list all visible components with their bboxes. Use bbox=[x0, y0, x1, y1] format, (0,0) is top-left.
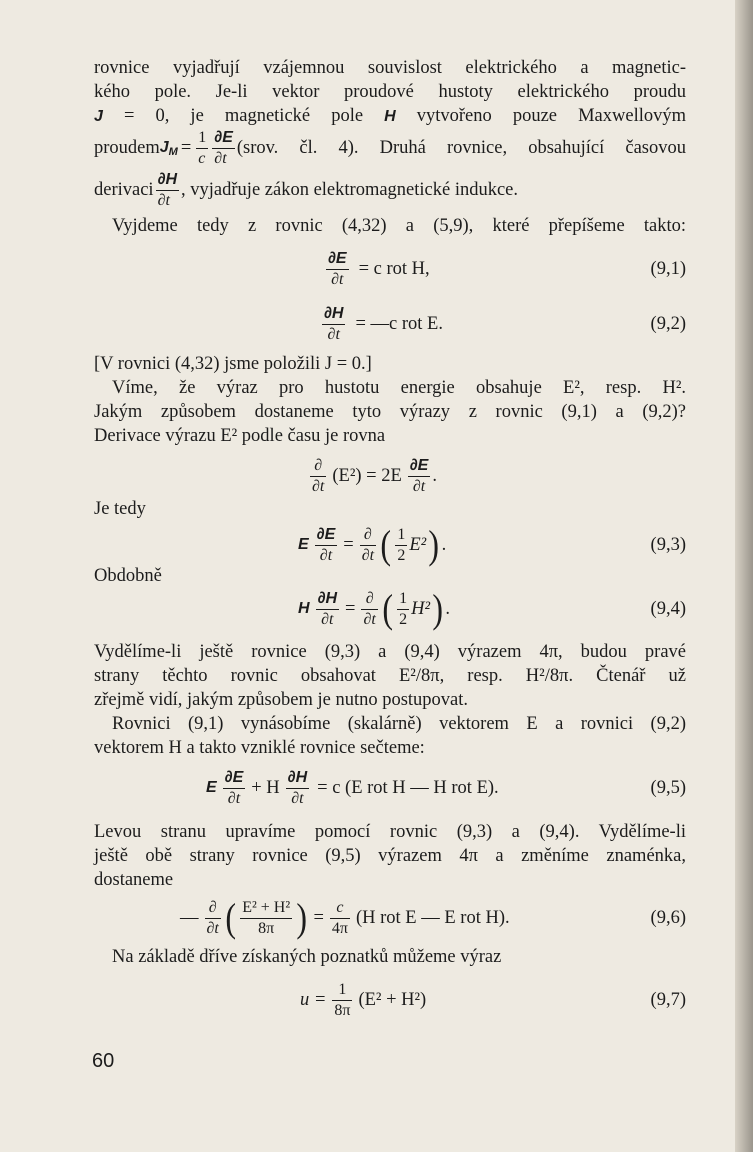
equation-rhs: = c (E rot H — H rot E). bbox=[317, 777, 499, 798]
text-span: = 0, je magnetické pole bbox=[102, 106, 385, 126]
equals-sign: = bbox=[313, 907, 324, 928]
text-line: Obdobně bbox=[94, 566, 162, 586]
equals-sign: = bbox=[345, 598, 356, 619]
text-span: derivaci bbox=[94, 180, 154, 200]
left-paren: ( bbox=[225, 895, 236, 940]
equation-rhs: = —c rot E. bbox=[355, 313, 443, 334]
e-squared: E² bbox=[409, 534, 427, 555]
fraction-de-dt: $\frac{\partial E}{\partial t}$ bbox=[224, 768, 244, 807]
text-line: Je tedy bbox=[94, 499, 146, 519]
text-line bbox=[94, 104, 686, 129]
right-paren: ) bbox=[428, 522, 440, 567]
fraction-dh-dt: $\frac{\partial H}{\partial t}$ bbox=[287, 768, 308, 807]
plus-h: + H bbox=[251, 777, 280, 798]
fraction-1-over-2: $\frac{1}{2}$ bbox=[399, 589, 408, 628]
equation-9-6 bbox=[94, 894, 686, 942]
equation-end: . bbox=[432, 465, 437, 486]
equation-9-2 bbox=[94, 300, 686, 348]
text-line: zřejmě vidí, jakým způsobem je nutno postupovat. bbox=[94, 690, 469, 710]
fraction-dh-dt: $\frac{\partial H}{\partial t}$ bbox=[157, 170, 178, 209]
symbol-e: E bbox=[298, 536, 309, 553]
equation-middle: (E²) = 2E bbox=[332, 465, 402, 486]
equation-rhs: (H rot E — E rot H). bbox=[355, 907, 510, 928]
symbol-e: E bbox=[206, 779, 217, 796]
left-paren: ( bbox=[380, 522, 392, 567]
fraction-d-dt: $\frac{\partial}{\partial t}$ bbox=[312, 456, 325, 495]
text-line: rovnice vyjadřují vzájemnou souvislost elektrického a magnetic- bbox=[94, 58, 686, 78]
fraction-d-dt: $\frac{\partial}{\partial t}$ bbox=[206, 898, 219, 937]
equation-number: (9,5) bbox=[650, 777, 686, 798]
text-line: Jakým způsobem dostaneme tyto výrazy z rovnic (9,1) a (9,2)? bbox=[94, 402, 686, 422]
right-paren: ) bbox=[296, 895, 308, 940]
text-span: (srov. čl. 4). Druhá rovnice, obsahující časovou bbox=[236, 138, 686, 158]
text-line: Vydělíme-li ještě rovnice (9,3) a (9,4) výrazem 4π, budou pravé bbox=[94, 642, 686, 662]
text-line: Víme, že výraz pro hustotu energie obsahuje E², resp. H². bbox=[112, 378, 686, 398]
equation-rhs: = c rot H, bbox=[358, 258, 430, 279]
equation-derivative-e2 bbox=[94, 452, 686, 500]
equation-9-3 bbox=[94, 521, 686, 569]
text-line: ještě obě strany rovnice (9,5) výrazem 4π a změníme znaménka, bbox=[94, 846, 686, 866]
text-line: kého pole. Je-li vektor proudové hustoty elektrického proudu bbox=[94, 82, 686, 102]
symbol-jm: $J_M$ bbox=[159, 139, 178, 158]
equation-end: . bbox=[445, 598, 451, 619]
right-paren: ) bbox=[432, 586, 444, 631]
fraction-d-dt: $\frac{\partial}{\partial t}$ bbox=[363, 589, 376, 628]
equation-9-1 bbox=[94, 245, 686, 293]
text-line: [V rovnici (4,32) jsme položili J = 0.] bbox=[94, 354, 372, 374]
text-line-derivaci bbox=[94, 170, 686, 210]
fraction-energy: $\frac{\text{E² + H²}}{8\pi}$ bbox=[242, 898, 291, 937]
symbol-j: J bbox=[94, 108, 103, 125]
equation-lhs: u = bbox=[300, 989, 327, 1010]
h-squared: H² bbox=[411, 598, 431, 619]
equation-number: (9,1) bbox=[650, 258, 686, 279]
left-paren: ( bbox=[382, 586, 393, 631]
text-line: dostaneme bbox=[94, 870, 174, 890]
fraction-dh-dt: $\frac{\partial H}{\partial t}$ bbox=[324, 304, 344, 343]
equation-number: (9,7) bbox=[650, 989, 686, 1010]
text-line: vektorem H a takto vzniklé rovnice sečteme: bbox=[94, 738, 425, 758]
equation-number: (9,3) bbox=[650, 534, 686, 555]
equation-rhs: (E² + H²) bbox=[358, 989, 427, 1010]
symbol-h: H bbox=[298, 600, 310, 617]
equals-sign: = bbox=[180, 138, 192, 158]
text-span: proudem bbox=[94, 138, 160, 158]
equation-9-5 bbox=[94, 764, 686, 812]
page-number: 60 bbox=[92, 1050, 115, 1072]
fraction-dh-dt: $\frac{\partial H}{\partial t}$ bbox=[317, 589, 338, 628]
fraction-de-dt: $\frac{\partial E}{\partial t}$ bbox=[328, 249, 347, 288]
fraction-de-dt: $\frac{\partial E}{\partial t}$ bbox=[316, 525, 336, 564]
text-line: Na základě dříve získaných poznatků můžeme výraz bbox=[112, 947, 502, 967]
text-line: Derivace výrazu E² podle času je rovna bbox=[94, 426, 386, 446]
equation-number: (9,2) bbox=[650, 313, 686, 334]
fraction-1-over-8pi: $\frac{1}{8\pi}$ bbox=[334, 980, 351, 1019]
fraction-de-dt: $\frac{\partial E}{\partial t}$ bbox=[214, 128, 233, 167]
equals-sign: = bbox=[343, 534, 354, 555]
page-edge-shadow bbox=[735, 0, 753, 1152]
text-line: Vyjdeme tedy z rovnic (4,32) a (5,9), které přepíšeme takto: bbox=[112, 216, 686, 236]
equation-9-7 bbox=[94, 976, 686, 1024]
text-span: , vyjadřuje zákon elektromagnetické indukce. bbox=[181, 180, 519, 200]
symbol-h: H bbox=[384, 108, 396, 125]
equation-end: . bbox=[441, 534, 447, 555]
text-line: strany těchto rovnic obsahovat E²/8π, resp. H²/8π. Čtenář už bbox=[94, 666, 686, 686]
text-line: Rovnici (9,1) vynásobíme (skalárně) vektorem E a rovnici (9,2) bbox=[112, 714, 686, 734]
text-span: vytvořeno pouze Maxwellovým bbox=[395, 106, 686, 126]
equation-number: (9,6) bbox=[650, 907, 686, 928]
fraction-1-over-c: $\frac{1}{c}$ bbox=[198, 128, 207, 167]
equation-9-4 bbox=[94, 585, 686, 633]
text-line-proudem bbox=[94, 128, 686, 168]
fraction-c-over-4pi: $\frac{c}{4\pi}$ bbox=[331, 898, 348, 937]
minus-sign: — bbox=[180, 907, 199, 928]
fraction-1-over-2: $\frac{1}{2}$ bbox=[397, 525, 406, 564]
fraction-d-dt: $\frac{\partial}{\partial t}$ bbox=[361, 525, 375, 564]
equation-number: (9,4) bbox=[650, 598, 686, 619]
text-line: Levou stranu upravíme pomocí rovnic (9,3) a (9,4). Vydělíme-li bbox=[94, 822, 686, 842]
fraction-de-dt: $\frac{\partial E}{\partial t}$ bbox=[409, 456, 429, 495]
